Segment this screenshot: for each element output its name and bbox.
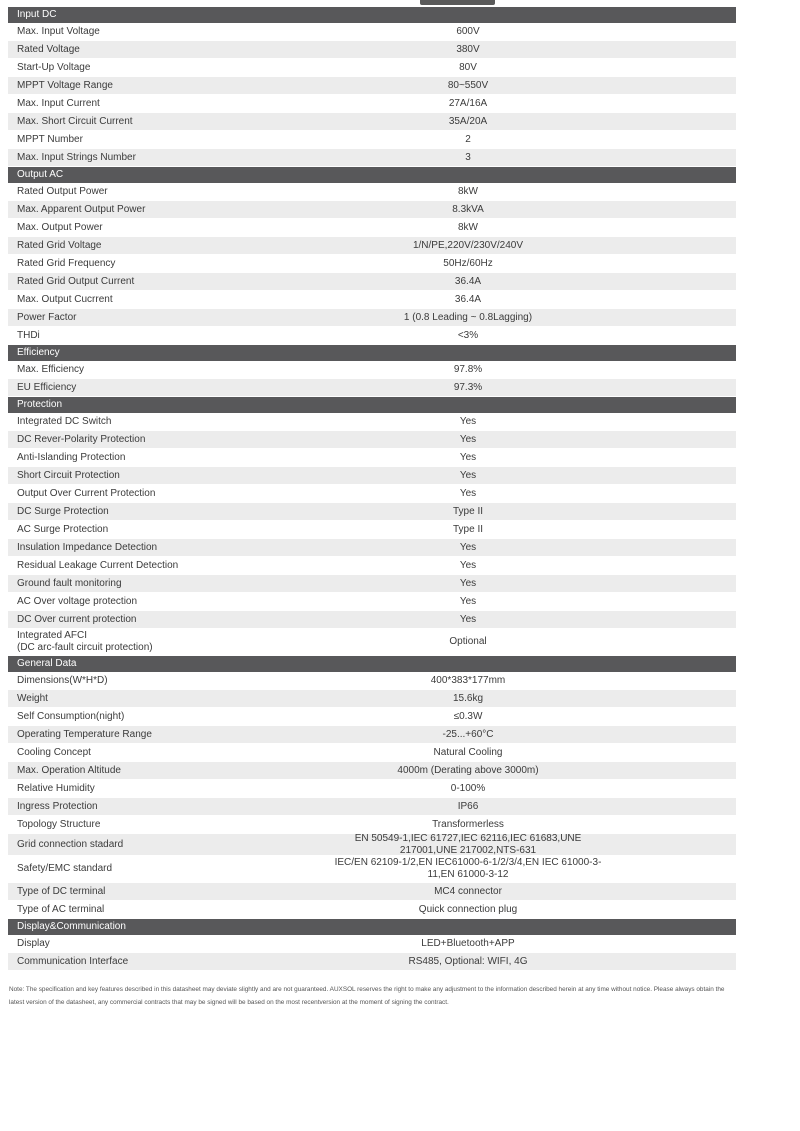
section-header: General Data — [8, 656, 736, 672]
spec-row — [8, 327, 736, 345]
spec-label-text: Integrated DC Switch — [17, 415, 112, 427]
spec-value: RS485, Optional: WIFI, 4G — [408, 955, 528, 967]
spec-row — [8, 379, 736, 397]
spec-label — [8, 452, 328, 464]
spec-value: 80~550V — [447, 79, 489, 91]
spec-row — [8, 726, 736, 744]
spec-value: Type II — [452, 523, 483, 535]
spec-row — [8, 41, 736, 59]
spec-label — [8, 222, 328, 234]
spec-value: EN 50549-1,IEC 61727,IEC 62116,IEC 61683,UNE 217001,UNE 217002,NTS-631 — [354, 832, 582, 856]
spec-row — [8, 539, 736, 557]
spec-label-text: DC Surge Protection — [17, 505, 109, 517]
spec-label — [8, 330, 328, 342]
spec-label-text: Cooling Concept — [17, 746, 91, 758]
spec-label-text: Max. Input Strings Number — [17, 151, 136, 163]
spec-label-text: Rated Grid Output Current — [17, 275, 135, 287]
spec-row — [8, 431, 736, 449]
spec-label — [8, 470, 328, 482]
spec-label — [8, 258, 328, 270]
spec-value: Yes — [459, 469, 477, 481]
spec-row — [8, 690, 736, 708]
spec-value: 35A/20A — [448, 115, 488, 127]
spec-value: <3% — [457, 329, 479, 341]
spec-row — [8, 798, 736, 816]
spec-value: Type II — [452, 505, 483, 517]
spec-value: Yes — [459, 415, 477, 427]
spec-row — [8, 291, 736, 309]
spec-label-text: Rated Grid Voltage — [17, 239, 102, 251]
spec-value: 97.3% — [453, 381, 483, 393]
spec-row — [8, 131, 736, 149]
spec-label — [8, 729, 328, 741]
spec-label — [8, 382, 328, 394]
spec-row — [8, 935, 736, 953]
spec-value: Yes — [459, 559, 477, 571]
spec-label-text: Max. Output Cucrrent — [17, 293, 113, 305]
spec-label — [8, 693, 328, 705]
spec-value: 36.4A — [454, 293, 482, 305]
section-header: Display&Communication — [8, 919, 736, 935]
spec-label — [8, 560, 328, 572]
spec-label — [8, 524, 328, 536]
spec-value: Yes — [459, 433, 477, 445]
spec-row — [8, 237, 736, 255]
spec-label — [8, 904, 328, 916]
spec-value: Optional — [449, 636, 487, 647]
spec-label-text: Relative Humidity — [17, 782, 95, 794]
spec-value: Transformerless — [432, 818, 504, 830]
spec-label-text: MPPT Voltage Range — [17, 79, 113, 91]
spec-row — [8, 883, 736, 901]
spec-label-text: Anti-Islanding Protection — [17, 451, 126, 463]
spec-sheet — [8, 7, 736, 971]
spec-label — [8, 488, 328, 500]
spec-value: 1/N/PE,220V/230V/240V — [412, 239, 524, 251]
spec-label-text: Max. Output Power — [17, 221, 103, 233]
spec-row — [8, 575, 736, 593]
spec-label-text: Weight — [17, 692, 48, 704]
spec-row — [8, 856, 736, 883]
spec-label-text: DC Rever-Polarity Protection — [17, 433, 146, 445]
spec-label — [8, 98, 328, 110]
spec-row — [8, 467, 736, 485]
spec-label-text: Power Factor — [17, 311, 77, 323]
spec-label — [8, 134, 328, 146]
spec-label — [8, 765, 328, 777]
spec-label — [8, 711, 328, 723]
spec-label — [8, 312, 328, 324]
spec-label — [8, 186, 328, 198]
spec-value: 27A/16A — [448, 97, 488, 109]
spec-value: IP66 — [457, 800, 479, 812]
spec-row — [8, 95, 736, 113]
spec-value: Yes — [459, 487, 477, 499]
spec-label — [8, 294, 328, 306]
spec-label-text: Max. Apparent Output Power — [17, 203, 146, 215]
spec-label — [8, 819, 328, 831]
spec-label — [8, 276, 328, 288]
spec-value: 600V — [456, 25, 480, 37]
spec-row — [8, 557, 736, 575]
spec-value: LED+Bluetooth+APP — [421, 937, 515, 949]
spec-label-text: Rated Voltage — [17, 43, 80, 55]
spec-value: 0-100% — [450, 782, 486, 794]
section-header: Protection — [8, 397, 736, 413]
spec-label — [8, 863, 328, 875]
spec-value: Yes — [459, 613, 477, 625]
spec-label-text: Ground fault monitoring — [17, 577, 122, 589]
spec-label — [8, 434, 328, 446]
spec-row — [8, 413, 736, 431]
spec-label — [8, 80, 328, 92]
spec-row — [8, 834, 736, 856]
spec-label — [8, 62, 328, 74]
spec-row — [8, 273, 736, 291]
spec-label-text: Topology Structure — [17, 818, 101, 830]
spec-value: 8kW — [458, 185, 478, 197]
spec-row — [8, 361, 736, 379]
spec-value: 8.3kVA — [452, 203, 484, 215]
spec-value: Yes — [459, 577, 477, 589]
spec-label-text: Safety/EMC standard — [17, 863, 113, 874]
spec-row — [8, 672, 736, 690]
spec-value: 97.8% — [453, 363, 483, 375]
section-header: Output AC — [8, 167, 736, 183]
spec-label — [8, 240, 328, 252]
spec-label-text: Self Consumption(night) — [17, 710, 125, 722]
spec-value: 8kW — [458, 221, 478, 233]
spec-value: ≤0.3W — [453, 710, 483, 722]
spec-label — [8, 801, 328, 813]
spec-label-text: Communication Interface — [17, 955, 129, 967]
spec-row — [8, 953, 736, 971]
spec-label-text: Dimensions(W*H*D) — [17, 674, 108, 686]
spec-label — [8, 26, 328, 38]
spec-label-text: Type of DC terminal — [17, 885, 106, 897]
spec-row — [8, 201, 736, 219]
spec-label-text: Max. Input Voltage — [17, 25, 100, 37]
spec-value: IEC/EN 62109-1/2,EN IEC61000-6-1/2/3/4,EN IEC 61000-3-11,EN 61000-3-12 — [334, 857, 602, 880]
spec-row — [8, 219, 736, 237]
spec-label-text: Max. Efficiency — [17, 363, 85, 375]
spec-row — [8, 503, 736, 521]
spec-label-text: AC Over voltage protection — [17, 595, 138, 607]
spec-row — [8, 629, 736, 656]
spec-label — [8, 614, 328, 626]
spec-row — [8, 309, 736, 327]
spec-value: 400*383*177mm — [430, 674, 506, 686]
spec-row — [8, 23, 736, 41]
spec-value: Yes — [459, 451, 477, 463]
spec-label — [8, 578, 328, 590]
spec-label-text: MPPT Number — [17, 133, 83, 145]
spec-label-text: Insulation Impedance Detection — [17, 541, 158, 553]
spec-row — [8, 780, 736, 798]
spec-row — [8, 521, 736, 539]
spec-label-subtext: (DC arc-fault circuit protection) — [17, 642, 153, 653]
spec-label — [8, 839, 328, 851]
spec-label-text: Short Circuit Protection — [17, 469, 120, 481]
spec-label — [8, 747, 328, 759]
spec-value: 2 — [465, 133, 471, 145]
spec-label-text: Operating Temperature Range — [17, 728, 152, 740]
spec-label — [8, 364, 328, 376]
spec-row — [8, 149, 736, 167]
spec-label-text: Max. Short Circuit Current — [17, 115, 133, 127]
spec-value: Natural Cooling — [433, 746, 503, 758]
spec-label — [8, 956, 328, 968]
spec-label-text: AC Surge Protection — [17, 523, 109, 535]
header-tab — [420, 0, 495, 5]
spec-label — [8, 204, 328, 216]
spec-label-text: Integrated AFCI — [17, 630, 88, 641]
spec-value: 1 (0.8 Leading ~ 0.8Lagging) — [403, 311, 533, 323]
spec-value: 380V — [456, 43, 480, 55]
spec-value: 36.4A — [454, 275, 482, 287]
spec-row — [8, 113, 736, 131]
spec-label — [8, 596, 328, 608]
spec-label — [8, 542, 328, 554]
spec-row — [8, 449, 736, 467]
spec-label-text: Rated Output Power — [17, 185, 108, 197]
spec-row — [8, 77, 736, 95]
spec-value: 15.6kg — [452, 692, 484, 704]
spec-row — [8, 762, 736, 780]
spec-label-text: Display — [17, 937, 50, 949]
spec-label-text: THDi — [17, 329, 40, 341]
spec-row — [8, 593, 736, 611]
spec-label-text: Start-Up Voltage — [17, 61, 91, 73]
disclaimer-note: Note: The specification and key features described in this datasheet may deviate slightly and are not guaranteed. AUXSOL reserves the right to make any adjustment to the information described herein at any time without notice. Please always obtain the latest version of the datasheet, any commercial contracts that may be signed will be based on the most recentversion at the moment of signing the contract. — [9, 986, 725, 1006]
spec-label — [8, 44, 328, 56]
spec-row — [8, 816, 736, 834]
spec-row — [8, 485, 736, 503]
spec-label-text: Output Over Current Protection — [17, 487, 156, 499]
spec-value: MC4 connector — [434, 885, 502, 897]
spec-label-text: Ingress Protection — [17, 800, 98, 812]
spec-label-text: Rated Grid Frequency — [17, 257, 116, 269]
spec-row — [8, 255, 736, 273]
spec-label — [8, 675, 328, 687]
spec-row — [8, 708, 736, 726]
spec-label-text: Type of AC terminal — [17, 903, 105, 915]
spec-label-text: Residual Leakage Current Detection — [17, 559, 179, 571]
spec-value: -25...+60°C — [442, 728, 494, 740]
spec-value: 4000m (Derating above 3000m) — [397, 764, 539, 776]
spec-label — [8, 630, 328, 654]
spec-label — [8, 152, 328, 164]
spec-label — [8, 886, 328, 898]
section-header: Efficiency — [8, 345, 736, 361]
spec-label-text: Max. Operation Altitude — [17, 764, 121, 776]
section-header: Input DC — [8, 7, 736, 23]
spec-label — [8, 783, 328, 795]
spec-value: 50Hz/60Hz — [443, 257, 493, 269]
spec-value: Yes — [459, 595, 477, 607]
spec-row — [8, 611, 736, 629]
spec-value: 3 — [465, 151, 471, 163]
spec-label-text: Grid connection stadard — [17, 838, 124, 850]
spec-label-text: DC Over current protection — [17, 613, 137, 625]
spec-row — [8, 744, 736, 762]
spec-row — [8, 59, 736, 77]
spec-value: Quick connection plug — [418, 903, 518, 915]
spec-value: Yes — [459, 541, 477, 553]
spec-value: 80V — [459, 61, 477, 73]
spec-label — [8, 116, 328, 128]
spec-row — [8, 183, 736, 201]
spec-label — [8, 416, 328, 428]
spec-label — [8, 938, 328, 950]
spec-label-text: EU Efficiency — [17, 381, 77, 393]
spec-label — [8, 506, 328, 518]
spec-row — [8, 901, 736, 919]
spec-label-text: Max. Input Current — [17, 97, 100, 109]
